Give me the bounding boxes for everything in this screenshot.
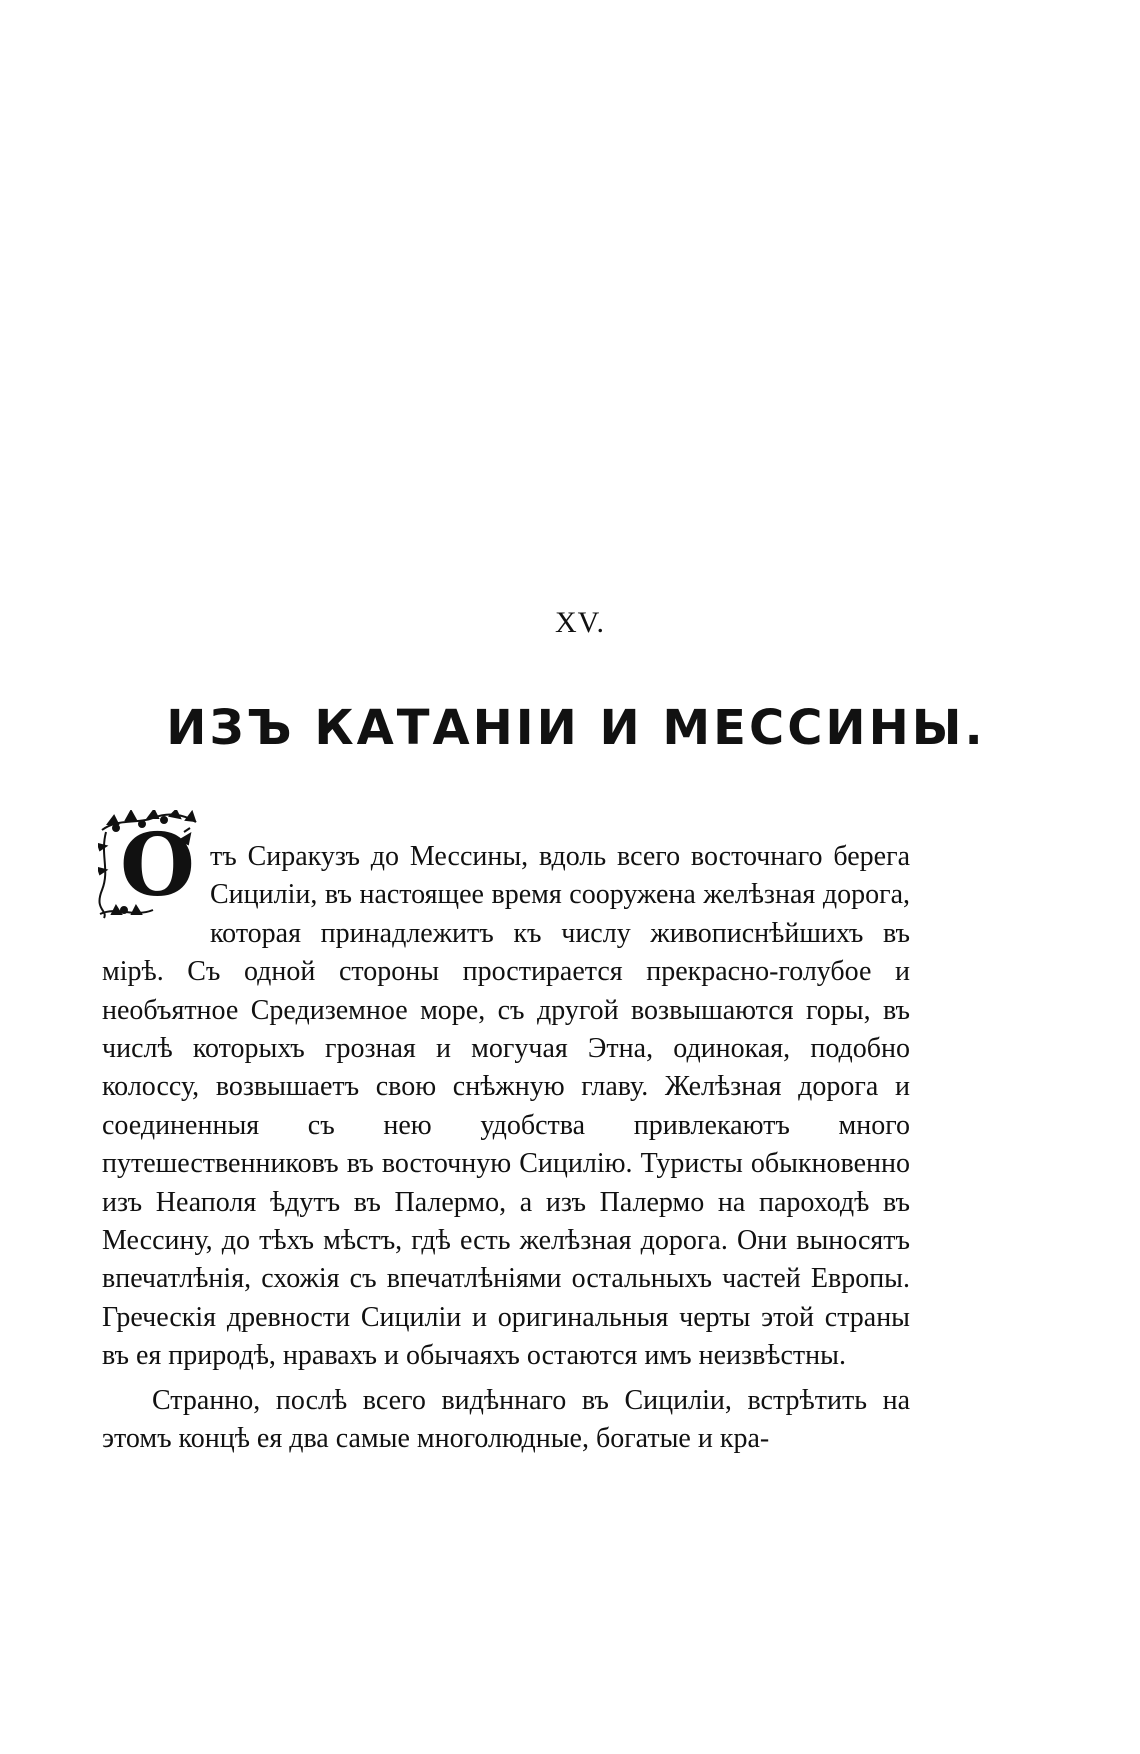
drop-cap-letter: О (120, 815, 195, 916)
paragraph-2: Странно, послѣ всего видѣннаго въ Сициліи, встрѣтить на этомъ концѣ ея два самые многолюдные, богатые и кра- (102, 1384, 910, 1455)
drop-cap (98, 810, 198, 922)
chapter-title: ИЗЪ КАТАНІИ И МЕССИНЫ. (166, 700, 986, 756)
chapter-number: XV. (555, 606, 605, 639)
body-text (102, 815, 910, 1459)
paragraph-1 (102, 815, 910, 1376)
paragraph-1-text: тъ Сиракузъ до Мессины, вдоль всего восточнаго берега Сициліи, въ настоящее время сооружена желѣзная дорога, которая принадлежитъ къ числу живописнѣйшихъ въ мірѣ. Съ одной стороны простирается прекрасно-голубое и необъятное Средиземное море, съ другой возвышаются горы, въ числѣ которыхъ грозная и могучая Этна, одинокая, подобно колоссу, возвышаетъ свою снѣжную главу. Желѣзная дорога и соединенныя съ нею удобства привлекаютъ много путешественниковъ въ восточную Сицилію. Туристы обыкновенно изъ Неаполя ѣдутъ въ Палермо, а изъ Палермо на пароходѣ въ Мессину, до тѣхъ мѣстъ, гдѣ есть желѣзная дорога. Они выносятъ впечатлѣнія, схожія съ впечатлѣніями остальныхъ частей Европы. Греческія древности Сициліи и оригинальныя черты этой страны въ ея природѣ, нравахъ и обычаяхъ остаются имъ неизвѣстны. (102, 841, 910, 1372)
